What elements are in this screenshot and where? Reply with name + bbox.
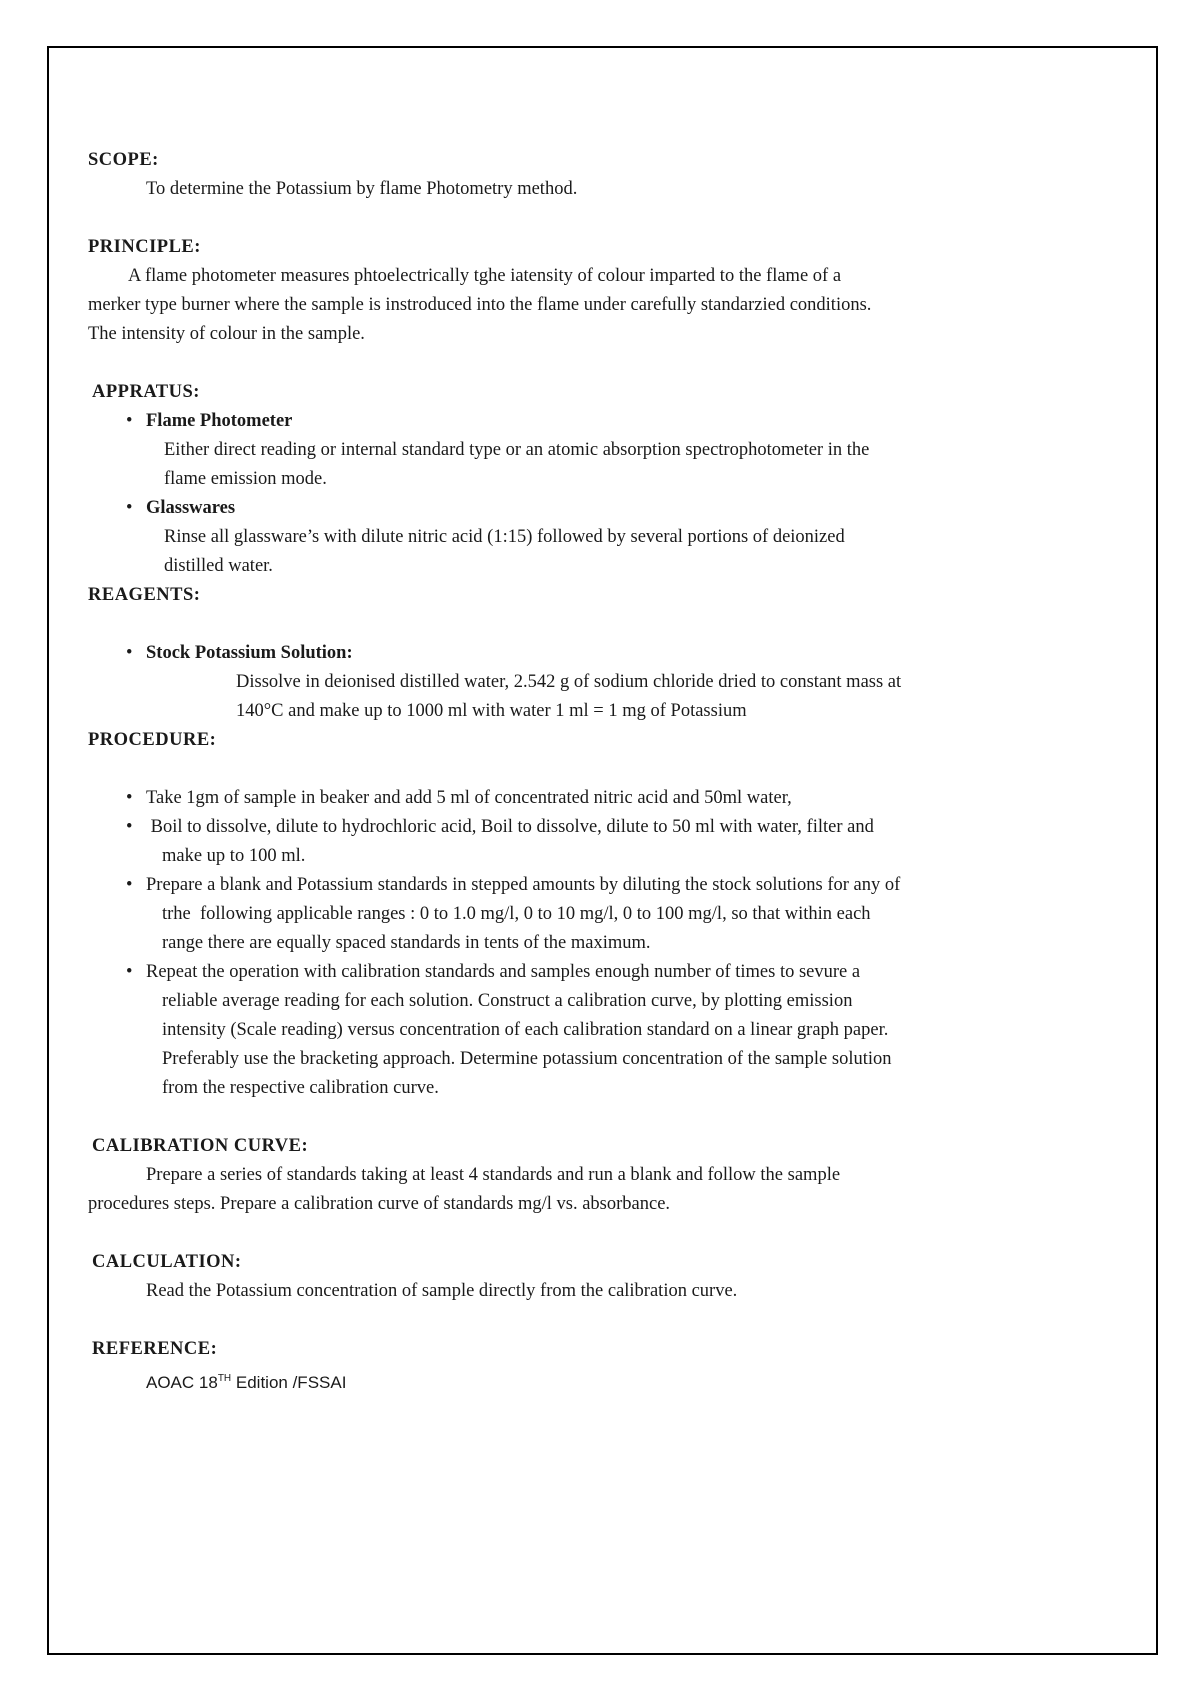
procedure-step-text: Boil to dissolve, dilute to hydrochloric acid, Boil to dissolve, dilute to 50 ml with water, filter and (146, 817, 874, 837)
list-item (88, 639, 1088, 726)
reference-text (88, 1364, 1088, 1397)
reference-superscript: TH (217, 1373, 232, 1384)
scope-text: To determine the Potassium by flame Photometry method. (146, 179, 578, 199)
bullet-icon: • (126, 817, 133, 837)
calibration-line-2: procedures steps. Prepare a calibration curve of standards mg/l vs. absorbance. (88, 1194, 671, 1214)
procedure-list (88, 784, 1088, 1103)
bullet-icon: • (126, 411, 133, 431)
reagent-item-text: Dissolve in deionised distilled water, 2.542 g of sodium chloride dried to constant mass at (236, 672, 902, 692)
apparatus-item-text: distilled water. (164, 556, 273, 576)
list-item (88, 494, 1088, 581)
reagents-list (88, 639, 1088, 726)
apparatus-item-text: Either direct reading or internal standard type or an atomic absorption spectrophotometer in the (164, 440, 870, 460)
procedure-step-text: trhe following applicable ranges : 0 to 1.0 mg/l, 0 to 10 mg/l, 0 to 100 mg/l, so that within each (162, 904, 871, 924)
procedure-step-text: range there are equally spaced standards in tents of the maximum. (162, 933, 651, 953)
principle-line-2: merker type burner where the sample is instroduced into the flame under carefully standarzied conditions. (88, 295, 872, 315)
procedure-step-text: Repeat the operation with calibration standards and samples enough number of times to sevure a (146, 962, 861, 982)
reagents-heading: REAGENTS: (88, 585, 201, 605)
list-item (88, 784, 1088, 813)
reference-suffix: Edition /FSSAI (231, 1373, 347, 1392)
calibration-line-1: Prepare a series of standards taking at least 4 standards and run a blank and follow the sample (146, 1165, 841, 1185)
apparatus-item-title: Flame Photometer (146, 411, 293, 431)
bullet-icon: • (126, 643, 133, 663)
procedure-step-text: intensity (Scale reading) versus concentration of each calibration standard on a linear graph paper. (162, 1020, 889, 1040)
bullet-icon: • (126, 788, 133, 808)
apparatus-item-title: Glasswares (146, 498, 236, 518)
procedure-step-text: Prepare a blank and Potassium standards in stepped amounts by diluting the stock solutions for any of (146, 875, 901, 895)
reagent-item-text: 140°C and make up to 1000 ml with water 1 ml = 1 mg of Potassium (236, 701, 747, 721)
scope-heading: SCOPE: (88, 150, 159, 170)
procedure-step-text: make up to 100 ml. (162, 846, 306, 866)
reference-heading: REFERENCE: (92, 1339, 218, 1359)
procedure-step-text: Preferably use the bracketing approach. Determine potassium concentration of the sample solution (162, 1049, 892, 1069)
apparatus-item-text: Rinse all glassware’s with dilute nitric acid (1:15) followed by several portions of deionized (164, 527, 845, 547)
apparatus-item-text: flame emission mode. (164, 469, 327, 489)
bullet-icon: • (126, 962, 133, 982)
procedure-step-text: from the respective calibration curve. (162, 1078, 439, 1098)
reference-prefix: AOAC 18 (146, 1373, 218, 1392)
procedure-heading: PROCEDURE: (88, 730, 217, 750)
principle-line-1: A flame photometer measures phtoelectrically tghe iatensity of colour imparted to the flame of a (128, 266, 842, 286)
apparatus-heading: APPRATUS: (92, 382, 200, 402)
list-item (88, 871, 1088, 958)
document-body (88, 146, 1088, 1397)
reagent-item-title: Stock Potassium Solution: (146, 643, 353, 663)
principle-line-3: The intensity of colour in the sample. (88, 324, 365, 344)
procedure-step-text: reliable average reading for each solution. Construct a calibration curve, by plotting emission (162, 991, 853, 1011)
bullet-icon: • (126, 498, 133, 518)
calibration-heading: CALIBRATION CURVE: (92, 1136, 309, 1156)
principle-heading: PRINCIPLE: (88, 237, 201, 257)
list-item (88, 407, 1088, 494)
list-item (88, 813, 1088, 871)
calculation-heading: CALCULATION: (92, 1252, 242, 1272)
calculation-text: Read the Potassium concentration of sample directly from the calibration curve. (146, 1281, 738, 1301)
apparatus-list (88, 407, 1088, 581)
bullet-icon: • (126, 875, 133, 895)
list-item (88, 958, 1088, 1103)
procedure-step-text: Take 1gm of sample in beaker and add 5 ml of concentrated nitric acid and 50ml water, (146, 788, 792, 808)
